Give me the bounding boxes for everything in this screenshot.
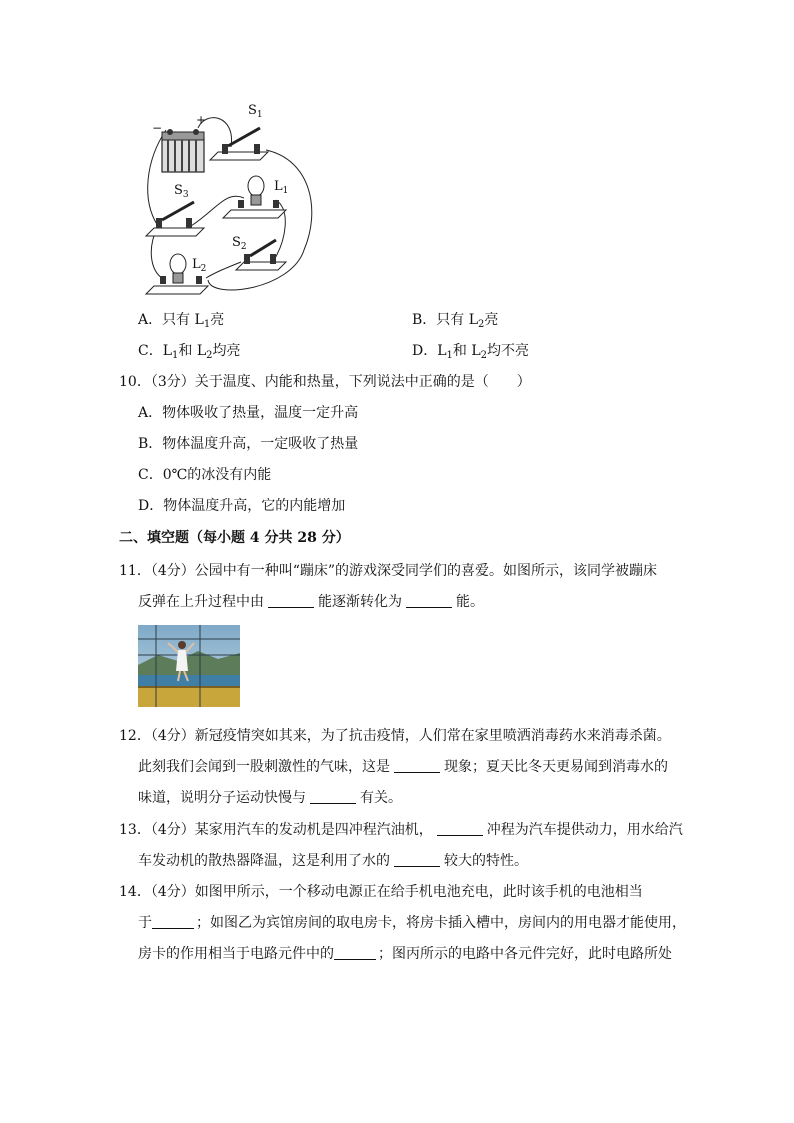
l1-label: $L_1$ bbox=[274, 179, 289, 196]
l2-label: $L_2$ bbox=[192, 257, 207, 274]
answer-blank bbox=[268, 593, 314, 608]
q12-line1: 12．（4分）新冠疫情突如其来，为了抗击疫情，人们常在家里喷洒消毒药水来消毒杀菌。 bbox=[119, 728, 671, 744]
q14-line1: 14．（4分）如图甲所示，一个移动电源正在给手机电池充电，此时该手机的电池相当 bbox=[119, 884, 643, 900]
battery-icon bbox=[162, 129, 204, 172]
q11-line1: 11．（4分）公园中有一种叫“蹦床”的游戏深受同学们的喜爱。如图所示，该同学被蹦床 bbox=[119, 563, 658, 579]
section-heading: 二、填空题（每小题 4 分共 28 分） bbox=[119, 530, 350, 546]
q10-option-b: B．物体温度升高，一定吸收了热量 bbox=[138, 436, 359, 452]
q10-option-a: A．物体吸收了热量，温度一定升高 bbox=[138, 405, 359, 421]
q14-line3: 房卡的作用相当于电路元件中的 ；图丙所示的电路中各元件完好，此时电路所处 bbox=[138, 946, 672, 962]
minus-label: − bbox=[152, 121, 163, 135]
q13-line1: 13．（4分）某家用汽车的发动机是四冲程汽油机， 冲程为汽车提供动力，用水给汽 bbox=[119, 822, 683, 838]
circuit-diagram bbox=[136, 100, 326, 300]
switch-s3-icon bbox=[146, 202, 204, 236]
s2-label: $S_2$ bbox=[232, 235, 247, 252]
answer-blank bbox=[152, 914, 194, 929]
plus-label: + bbox=[196, 113, 207, 127]
q14-line2: 于 ；如图乙为宾馆房间的取电房卡，将房卡插入槽中，房间内的用电器才能使用， bbox=[138, 915, 686, 931]
s3-label: $S_3$ bbox=[174, 183, 189, 200]
wire bbox=[274, 200, 285, 260]
q12-line3: 味道，说明分子运动快慢与 有关。 bbox=[138, 790, 402, 806]
q13-line2: 车发动机的散热器降温，这是利用了水的 较大的特性。 bbox=[138, 853, 528, 869]
answer-blank bbox=[394, 758, 440, 773]
s1-label: $S_1$ bbox=[248, 103, 263, 120]
answer-blank bbox=[334, 945, 376, 960]
trampoline-photo bbox=[138, 625, 240, 707]
q9-option-d: D．$L_1$和 $L_2$均不亮 bbox=[412, 343, 530, 361]
switch-s1-icon bbox=[210, 128, 268, 160]
answer-blank bbox=[310, 789, 356, 804]
answer-blank bbox=[437, 821, 483, 836]
q10-option-d: D．物体温度升高，它的内能增加 bbox=[138, 498, 346, 514]
q12-line2: 此刻我们会闻到一股刺激性的气味，这是 现象；夏天比冬天更易闻到消毒水的 bbox=[138, 759, 668, 775]
q9-option-b: B．只有 $L_2$亮 bbox=[412, 312, 499, 330]
q9-option-c: C．$L_1$和 $L_2$均亮 bbox=[138, 343, 241, 361]
q10-option-c: C．0℃的冰没有内能 bbox=[138, 467, 272, 483]
answer-blank bbox=[406, 593, 452, 608]
q10-stem: 10．（3分）关于温度、内能和热量，下列说法中正确的是（ ） bbox=[119, 374, 531, 390]
answer-blank bbox=[394, 852, 440, 867]
q9-option-a: A．只有 $L_1$亮 bbox=[138, 312, 225, 330]
q11-line2: 反弹在上升过程中由 能逐渐转化为 能。 bbox=[138, 594, 484, 610]
